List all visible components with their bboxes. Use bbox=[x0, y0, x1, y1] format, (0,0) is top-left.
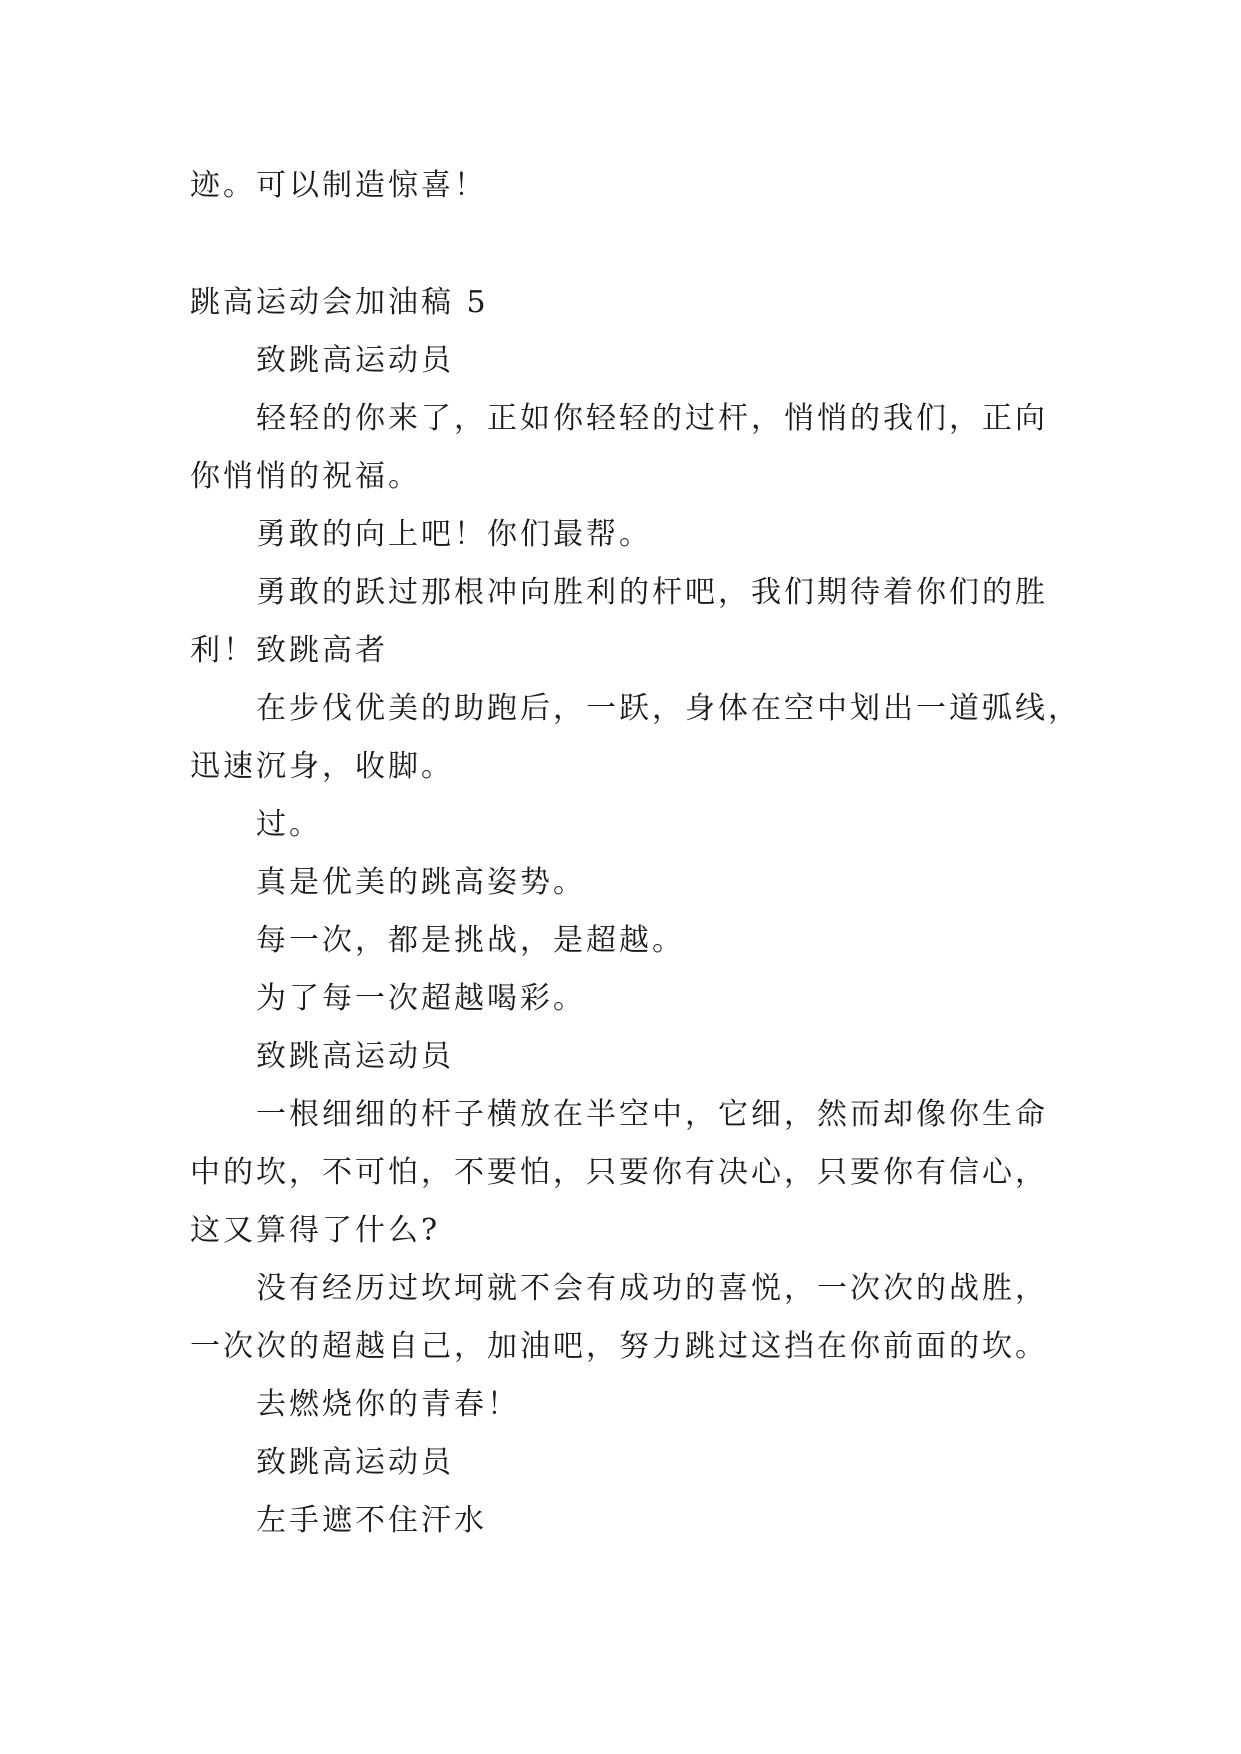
paragraph-line: 左手遮不住汗水 bbox=[256, 1503, 487, 1538]
paragraph-line: 轻轻的你来了，正如你轻轻的过杆，悄悄的我们，正向 bbox=[256, 401, 1048, 436]
paragraph-line: 这又算得了什么? bbox=[190, 1213, 441, 1248]
paragraph-line: 为了每一次超越喝彩。 bbox=[256, 981, 586, 1016]
paragraph-line: 中的坎，不可怕，不要怕，只要你有决心，只要你有信心， bbox=[190, 1155, 1048, 1190]
paragraph-line: 去燃烧你的青春！ bbox=[256, 1387, 520, 1422]
paragraph-line: 你悄悄的祝福。 bbox=[190, 459, 421, 494]
paragraph-line: 致跳高运动员 bbox=[256, 343, 454, 378]
paragraph-line: 利！致跳高者 bbox=[190, 633, 388, 668]
paragraph-line: 迹。可以制造惊喜！ bbox=[190, 168, 487, 203]
paragraph-line: 勇敢的向上吧！你们最帮。 bbox=[256, 517, 652, 552]
paragraph-line: 过。 bbox=[256, 807, 322, 842]
paragraph-line: 勇敢的跃过那根冲向胜利的杆吧，我们期待着你们的胜 bbox=[256, 575, 1048, 610]
paragraph-line: 一次次的超越自己，加油吧，努力跳过这挡在你前面的坎。 bbox=[190, 1329, 1048, 1364]
paragraph-line: 没有经历过坎坷就不会有成功的喜悦，一次次的战胜， bbox=[256, 1271, 1048, 1306]
paragraph-line: 致跳高运动员 bbox=[256, 1039, 454, 1074]
paragraph-line: 在步伐优美的助跑后，一跃，身体在空中划出一道弧线， bbox=[256, 691, 1081, 726]
paragraph-line: 迅速沉身，收脚。 bbox=[190, 749, 454, 784]
paragraph-line: 一根细细的杆子横放在半空中，它细，然而却像你生命 bbox=[256, 1097, 1048, 1132]
paragraph-line: 致跳高运动员 bbox=[256, 1445, 454, 1480]
paragraph-line: 真是优美的跳高姿势。 bbox=[256, 865, 586, 900]
paragraph-line: 每一次，都是挑战，是超越。 bbox=[256, 923, 685, 958]
section-heading: 跳高运动会加油稿 5 bbox=[190, 285, 489, 320]
